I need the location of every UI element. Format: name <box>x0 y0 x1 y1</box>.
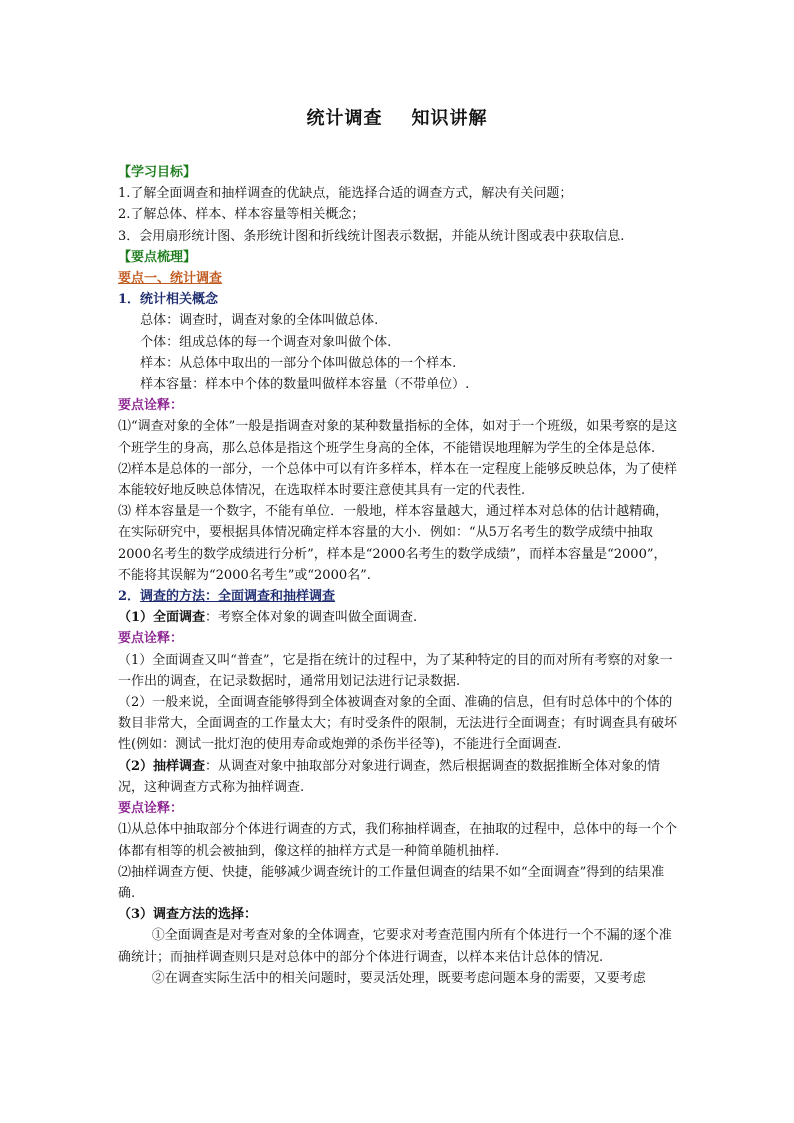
note-label: 要点诠释： <box>118 398 184 414</box>
note-paragraph: ⑶ 样本容量是一个数字，不能有单位．一般地，样本容量越大，通过样本对总体的估计越精确，在实际研究中，要根据具体情况确定样本容量的大小．例如：“从5万名考生的数学成绩中抽取2000名考生的数学成绩进行分析”，样本是“2000名考生的数学成绩”，而样本容量是“2000”，不能将其误解为“2000名考生”或“2000名”. <box>118 504 669 583</box>
section-heading: 1．统计相关概念 <box>118 292 219 308</box>
section-title: 调查的方法：全面调查和抽样调查 <box>140 589 336 605</box>
sample-survey-def <box>118 756 678 798</box>
definition: 总体：调查时，调查对象的全体叫做总体. <box>140 313 379 329</box>
note-paragraph: （2）一般来说，全面调查能够得到全体被调查对象的全面、准确的信息，但有时总体中的个体的数目非常大，全面调查的工作量太大；有时受条件的限制，无法进行全面调查；有时调查具有破坏性(例如：测试一批灯泡的使用寿命或炮弹的杀伤半径等)，不能进行全面调查. <box>118 695 678 753</box>
full-survey-label: （1）全面调查 <box>118 610 206 626</box>
point-heading: 要点一、统计调查 <box>118 271 223 287</box>
section-heading <box>118 586 678 607</box>
document-body <box>118 162 678 989</box>
full-survey-text: ：考察全体对象的调查叫做全面调查. <box>205 610 418 626</box>
section-number: 2． <box>118 589 141 605</box>
goal-item: 3．会用扇形统计图、条形统计图和折线统计图表示数据，并能从统计图或表中获取信息. <box>118 228 625 244</box>
note-paragraph: ⑴“调查对象的全体”一般是指调查对象的某种数量指标的全体，如对于一个班级，如果考察的是这个班学生的身高，那么总体是指这个班学生身高的全体，不能错误地理解为学生的全体是总体. <box>118 419 678 456</box>
sample-survey-label: （2）抽样调查 <box>118 758 206 774</box>
page-title: 统计调查 知识讲解 <box>306 108 488 129</box>
definition: 样本：从总体中取出的一部分个体叫做总体的一个样本. <box>140 355 457 371</box>
note-paragraph: （1）全面调查又叫“普查”，它是指在统计的过程中，为了某种特定的目的而对所有考察的对象一一作出的调查，在记录数据时，通常用划记法进行记录数据. <box>118 652 673 689</box>
goals-heading: 【学习目标】 <box>118 165 197 180</box>
note-paragraph: ⑴从总体中抽取部分个体进行调查的方式，我们称抽样调查，在抽取的过程中，总体中的每一个个体都有相等的机会被抽到，像这样的抽样方式是一种简单随机抽样. <box>118 822 678 859</box>
definition: 个体：组成总体的每一个调查对象叫做个体. <box>140 334 392 350</box>
outline-heading: 【要点梳理】 <box>118 249 197 265</box>
choice-heading: （3）调查方法的选择： <box>118 907 258 923</box>
note-label: 要点诠释： <box>118 801 184 817</box>
note-label: 要点诠释： <box>118 631 184 647</box>
full-survey-def <box>118 607 678 628</box>
goal-item: 2.了解总体、样本、样本容量等相关概念； <box>118 207 365 223</box>
goal-item: 1.了解全面调查和抽样调查的优缺点，能选择合适的调查方式，解决有关问题； <box>118 186 573 202</box>
choice-paragraph: ①全面调查是对考查对象的全体调查，它要求对考查范围内所有个体进行一个不漏的逐个准确统计；而抽样调查则只是对总体中的部分个体进行调查，以样本来估计总体的情况. <box>118 928 672 965</box>
sample-survey-text: ：从调查对象中抽取部分对象进行调查，然后根据调查的数据推断全体对象的情况，这种调查方式称为抽样调查. <box>118 758 661 795</box>
choice-paragraph: ②在调查实际生活中的相关问题时，要灵活处理，既要考虑问题本身的需要，又要考虑 <box>151 970 646 986</box>
note-paragraph: ⑵抽样调查方便、快捷，能够减少调查统计的工作量但调查的结果不如“全面调查”得到的结果准确. <box>118 864 665 901</box>
definition: 样本容量：样本中个体的数量叫做样本容量（不带单位）. <box>140 377 470 393</box>
note-paragraph: ⑵样本是总体的一部分，一个总体中可以有许多样本，样本在一定程度上能够反映总体，为了使样本能较好地反映总体情况，在选取样本时要注意使其具有一定的代表性. <box>118 461 678 499</box>
